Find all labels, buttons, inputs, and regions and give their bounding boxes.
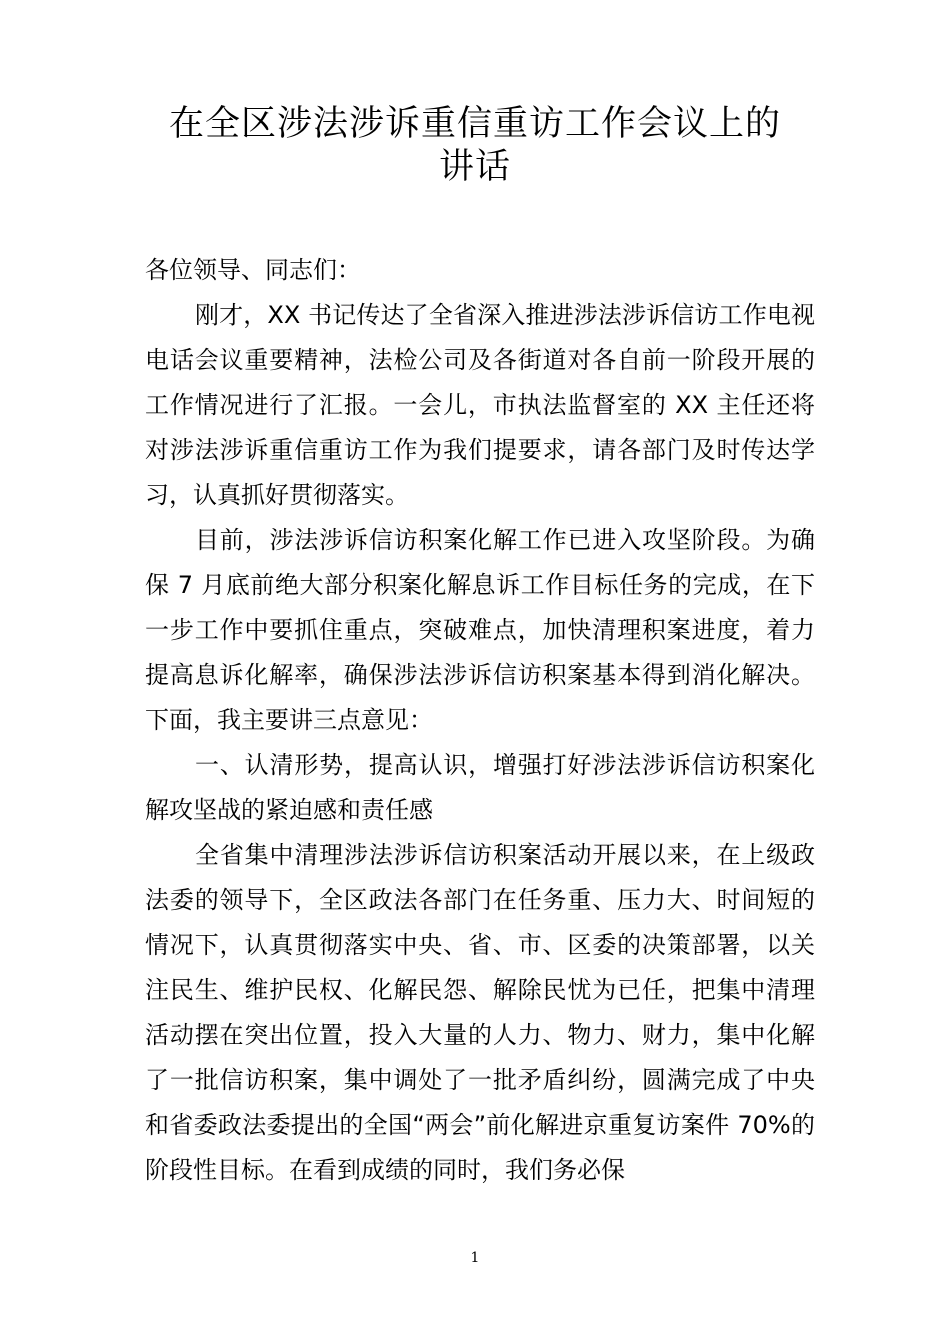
paragraph-1: 刚才，XX 书记传达了全省深入推进涉法涉诉信访工作电视电话会议重要精神，法检公司及各街道对各自前一阶段开展的工作情况进行了汇报。一会儿，市执法监督室的 XX 主任还将对涉法涉诉重信重访工作为我们提要求，请各部门及时传达学习，认真抓好贯彻落实。 — [145, 301, 815, 509]
section-heading-1: 一、认清形势，提高认识，增强打好涉法涉诉信访积案化解攻坚战的紧迫感和责任感 — [145, 751, 815, 824]
paragraph-2: 目前，涉法涉诉信访积案化解工作已进入攻坚阶段。为确保 7 月底前绝大部分积案化解息诉工作目标任务的完成，在下一步工作中要抓住重点，突破难点，加快清理积案进度，着力提高息诉化解率，确保涉法涉诉信访积案基本得到消化解决。下面，我主要讲三点意见： — [145, 526, 815, 734]
document-title-line-2: 讲话 — [438, 147, 511, 187]
page-number: 1 — [470, 1250, 480, 1266]
paragraph-3: 全省集中清理涉法涉诉信访积案活动开展以来，在上级政法委的领导下，全区政法各部门在任务重、压力大、时间短的情况下，认真贯彻落实中央、省、市、区委的决策部署，以关注民生、维护民权、化解民怨、解除民忧为已任，把集中清理活动摆在突出位置，投入大量的人力、物力、财力，集中化解了一批信访积案，集中调处了一批矛盾纠纷，圆满完成了中央和省委政法委提出的全国“两会”前化解进京重复访案件 70%的阶段性目标。在看到成绩的同时，我们务必保 — [145, 841, 815, 1184]
salutation: 各位领导、同志们： — [145, 256, 361, 284]
document-title-line-1: 在全区涉法涉诉重信重访工作会议上的 — [168, 104, 781, 144]
document-body — [145, 248, 815, 1193]
